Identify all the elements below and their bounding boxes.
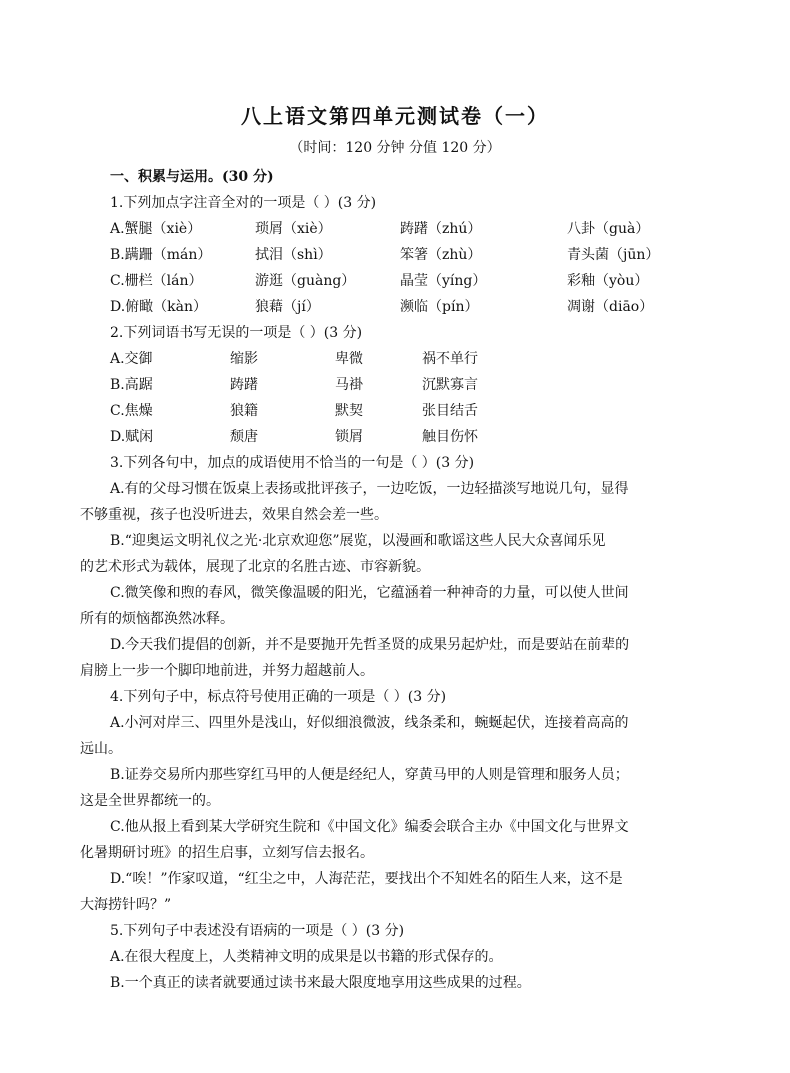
option-item: 沉默寡言 [422, 377, 478, 393]
question-3-option-d-line-1: D.今天我们提倡的创新，并不是要抛开先哲圣贤的成果另起炉灶，而是要站在前辈的 [110, 637, 630, 653]
question-1-option-d [80, 294, 714, 320]
option-item: 笨箸（zhù） [400, 247, 482, 263]
option-item: B.高踞 [110, 377, 153, 393]
question-4-option-b-line-2: 这是全世界都统一的。 [80, 793, 220, 809]
option-item: 缩影 [230, 351, 258, 367]
option-item: 卑微 [335, 351, 363, 367]
option-item: 琐屑（xiè） [255, 221, 332, 237]
option-item: A.蟹腿（xiè） [110, 221, 202, 237]
question-4-option-a-line-2: 远山。 [80, 741, 122, 757]
question-2-option-c [80, 398, 714, 424]
exam-content [80, 164, 714, 996]
question-5-stem: 5.下列句子中表述没有语病的一项是（ ）(3 分) [110, 923, 405, 939]
question-3-option-b-line-2: 的艺术形式为载体，展现了北京的名胜古迹、市容新貌。 [80, 559, 430, 575]
option-item: 狼藉（jí） [255, 299, 320, 315]
question-4-option-c-line-1: C.他从报上看到某大学研究生院和《中国文化》编委会联合主办《中国文化与世界文 [110, 819, 629, 835]
question-1-option-c [80, 268, 714, 294]
option-item: 锁屑 [335, 429, 363, 445]
option-item: 濒临（pín） [400, 299, 479, 315]
option-item: 游逛（guàng） [255, 273, 356, 289]
question-3-option-a-line-1: A.有的父母习惯在饭桌上表扬或批评孩子，一边吃饭，一边轻描淡写地说几句，显得 [110, 481, 629, 497]
option-item: 张目结舌 [422, 403, 478, 419]
option-item: C.焦燥 [110, 403, 153, 419]
question-5-option-a: A.在很大程度上，人类精神文明的成果是以书籍的形式保存的。 [110, 949, 503, 965]
question-4-option-b-line-1: B.证券交易所内那些穿红马甲的人便是经纪人，穿黄马甲的人则是管理和服务人员； [110, 767, 629, 783]
question-3-option-a-line-2: 不够重视，孩子也没听进去，效果自然会差一些。 [80, 507, 388, 523]
question-2-option-b [80, 372, 714, 398]
question-3-option-c-line-2: 所有的烦恼都涣然冰释。 [80, 611, 234, 627]
question-4-option-a-line-1: A.小河对岸三、四里外是浅山，好似细浪微波，线条柔和，蜿蜒起伏，连接着高高的 [110, 715, 629, 731]
question-4-option-d-line-1: D.“唉！”作家叹道，“红尘之中，人海茫茫，要找出个不知姓名的陌生人来，这不是 [110, 871, 623, 887]
question-3-option-d-line-2: 肩膀上一步一个脚印地前进，并努力超越前人。 [80, 663, 374, 679]
option-item: 触目伤怀 [422, 429, 478, 445]
question-3-option-c-line-1: C.微笑像和煦的春风，微笑像温暖的阳光，它蕴涵着一种神奇的力量，可以使人世间 [110, 585, 629, 601]
option-item: 默契 [335, 403, 363, 419]
question-3-stem: 3.下列各句中，加点的成语使用不恰当的一句是（ ）(3 分) [110, 455, 475, 471]
option-item: 八卦（guà） [567, 221, 650, 237]
question-3-option-b-line-1: B.“迎奥运文明礼仪之光·北京欢迎您”展览，以漫画和歌谣这些人民大众喜闻乐见 [110, 533, 606, 549]
option-item: 狼籍 [230, 403, 258, 419]
option-item: 晶莹（yíng） [400, 273, 487, 289]
question-1-option-b [80, 242, 714, 268]
option-item: C.栅栏（lán） [110, 273, 203, 289]
question-1-stem: 1.下列加点字注音全对的一项是（ ）(3 分) [110, 195, 377, 211]
question-2-option-d [80, 424, 714, 450]
section-heading: 一、积累与运用。(30 分) [110, 169, 274, 185]
option-item: D.俯瞰（kàn） [110, 299, 208, 315]
option-item: 祸不单行 [422, 351, 478, 367]
option-item: 马褂 [335, 377, 363, 393]
option-item: B.蹒跚（mán） [110, 247, 212, 263]
question-5-option-b: B.一个真正的读者就要通过读书来最大限度地享用这些成果的过程。 [110, 975, 531, 991]
option-item: 青头菌（jūn） [567, 247, 660, 263]
option-item: 踌躇 [230, 377, 258, 393]
option-item: 拭泪（shì） [255, 247, 332, 263]
option-item: A.交御 [110, 351, 153, 367]
option-item: 踌躇（zhú） [400, 221, 482, 237]
option-item: 凋谢（diāo） [567, 299, 654, 315]
option-item: 彩釉（yòu） [567, 273, 649, 289]
question-2-option-a [80, 346, 714, 372]
option-item: D.赋闲 [110, 429, 154, 445]
question-4-stem: 4.下列句子中，标点符号使用正确的一项是（ ）(3 分) [110, 689, 447, 705]
question-4-option-d-line-2: 大海捞针吗？” [80, 897, 172, 913]
page-title: 八上语文第四单元测试卷（一） [241, 104, 549, 128]
option-item: 颓唐 [230, 429, 258, 445]
question-2-stem: 2.下列词语书写无误的一项是（ ）(3 分) [110, 325, 363, 341]
exam-subtitle: （时间：120 分钟 分值 120 分） [289, 140, 501, 156]
question-1-option-a [80, 216, 714, 242]
question-4-option-c-line-2: 化暑期研讨班》的招生启事，立刻写信去报名。 [80, 845, 374, 861]
